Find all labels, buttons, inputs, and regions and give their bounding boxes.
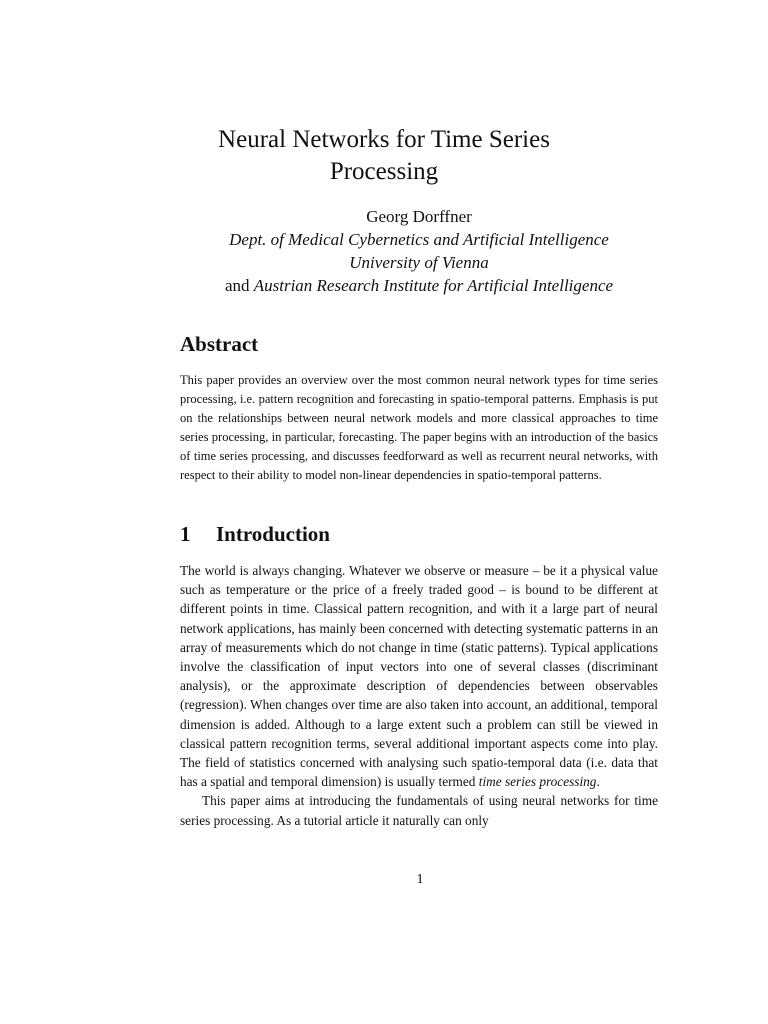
title-line-2: Processing	[329, 158, 439, 185]
section-title: Introduction	[216, 522, 330, 546]
author-name: Georg Dorffner	[366, 207, 472, 226]
affiliation-institute: Austrian Research Institute for Artificial Intelligence	[253, 276, 614, 295]
author-block	[0, 205, 768, 297]
intro-paragraph-2: This paper aims at introducing the fundamentals of using neural networks for time series processing. As a tutorial article it naturally can only	[180, 793, 658, 828]
section-heading	[180, 522, 330, 547]
emphasized-term: time series processing	[478, 774, 597, 790]
abstract-heading: Abstract	[180, 332, 259, 356]
affiliation-dept: Dept. of Medical Cybernetics and Artificial Intelligence	[229, 230, 609, 249]
introduction-body	[180, 561, 658, 830]
title-line-1: Neural Networks for Time Series	[218, 126, 550, 153]
intro-paragraph-1	[180, 561, 658, 791]
section-number: 1	[180, 522, 191, 546]
intro-paragraph-1-end: .	[596, 774, 600, 790]
page-number: 1	[416, 872, 424, 887]
and-word: and	[224, 276, 250, 295]
affiliation-institute-line	[0, 274, 768, 297]
affiliation-university: University of Vienna	[349, 253, 489, 272]
abstract-text: This paper provides an overview over the most common neural network types for time series processing, i.e. pattern recognition and forecasting in spatio-temporal patterns. Emphasis is put on the relationships between neural network models and more classical approaches to time series processing, in particular, forecasting. The paper begins with an introduction of the basics of time series processing, and discusses feedforward as well as recurrent neural networks, with respect to their ability to model non-linear dependencies in spatio-temporal patterns.	[180, 373, 658, 482]
intro-paragraph-1-text: The world is always changing. Whatever we observe or measure – be it a physical value such as temperature or the price of a freely traded good – is bound to be different at different points in time. Classical pattern recognition, and with it a large part of neural network applications, has mainly been concerned with detecting systematic patterns in an array of measurements which do not change in time (static patterns). Typical applications involve the classification of input vectors into one of several classes (discriminant analysis), or the approximate description of dependencies between observables (regression). When changes over time are also taken into account, an additional, temporal dimension is added. Although to a large extent such a problem can still be viewed in classical pattern recognition terms, several additional important aspects come into play. The field of statistics concerned with analysing such spatio-temporal data (i.e. data that has a spatial and temporal dimension) is usually termed	[180, 563, 658, 790]
paper-title	[0, 124, 768, 188]
